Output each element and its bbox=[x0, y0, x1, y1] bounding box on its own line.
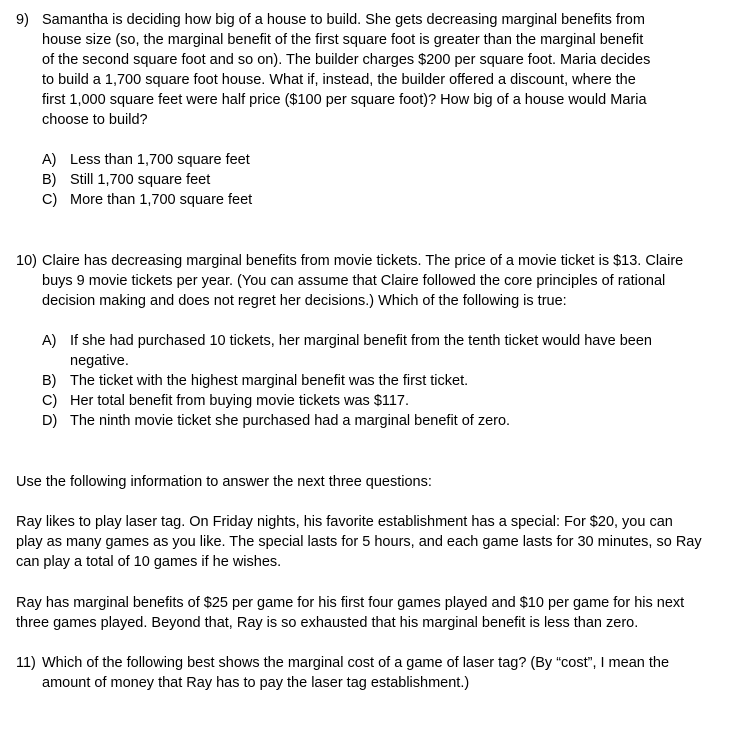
question-text: Claire has decreasing marginal benefits from movie tickets. The price of a movie ticket is $13. Claire buys 9 movie tickets per year. (You can assume that Claire followed the core principles of rational decision making and does not regret her decisions.) Which of the following is true: bbox=[42, 253, 684, 309]
option-b bbox=[42, 371, 702, 391]
question-10 bbox=[16, 251, 716, 311]
option-letter: D) bbox=[42, 413, 58, 429]
question-10-options bbox=[42, 331, 702, 431]
option-text: The ticket with the highest marginal benefit was the first ticket. bbox=[70, 373, 469, 389]
option-letter: B) bbox=[42, 373, 57, 389]
question-11 bbox=[16, 653, 716, 693]
question-number: 11) bbox=[16, 655, 36, 671]
option-letter: A) bbox=[42, 333, 57, 349]
question-text: Which of the following best shows the marginal cost of a game of laser tag? (By “cost”, I mean the amount of money that Ray has to pay the laser tag establishment.) bbox=[42, 655, 670, 691]
option-a bbox=[42, 331, 702, 371]
option-text: If she had purchased 10 tickets, her marginal benefit from the tenth ticket would have been negative. bbox=[70, 333, 652, 369]
question-9 bbox=[16, 10, 716, 130]
question-number: 9) bbox=[16, 12, 29, 28]
option-text: More than 1,700 square feet bbox=[70, 192, 253, 208]
info-paragraph-1: Ray likes to play laser tag. On Friday nights, his favorite establishment has a special: For $20, you can play as many games as you like. The special lasts for 5 hours, and each game lasts for 30 minutes, so Ray can play a total of 10 games if he wishes. bbox=[16, 514, 702, 570]
option-text: Still 1,700 square feet bbox=[70, 172, 211, 188]
question-number: 10) bbox=[16, 253, 37, 269]
option-c bbox=[42, 391, 702, 411]
option-letter: B) bbox=[42, 172, 57, 188]
option-letter: C) bbox=[42, 393, 58, 409]
option-text: Her total benefit from buying movie tickets was $117. bbox=[70, 393, 410, 409]
option-b bbox=[42, 170, 702, 190]
option-text: Less than 1,700 square feet bbox=[70, 152, 250, 168]
option-a bbox=[42, 150, 702, 170]
question-9-options bbox=[42, 150, 702, 210]
option-d bbox=[42, 411, 702, 431]
info-paragraph-2: Ray has marginal benefits of $25 per game for his first four games played and $10 per game for his next three games played. Beyond that, Ray is so exhausted that his marginal benefit is less than zero. bbox=[16, 595, 685, 631]
option-letter: A) bbox=[42, 152, 57, 168]
option-letter: C) bbox=[42, 192, 58, 208]
info-intro: Use the following information to answer the next three questions: bbox=[16, 474, 432, 490]
option-c bbox=[42, 190, 702, 210]
question-text: Samantha is deciding how big of a house to build. She gets decreasing marginal benefits from house size (so, the marginal benefit of the first square foot is greater than the marginal benefit of the second square foot and so on). The builder charges $200 per square foot. Maria decides to build a 1,700 square foot house. What if, instead, the builder offered a discount, where the first 1,000 square feet were half price ($100 per square foot)? How big of a house would Maria choose to build? bbox=[42, 12, 651, 128]
option-text: The ninth movie ticket she purchased had a marginal benefit of zero. bbox=[70, 413, 511, 429]
